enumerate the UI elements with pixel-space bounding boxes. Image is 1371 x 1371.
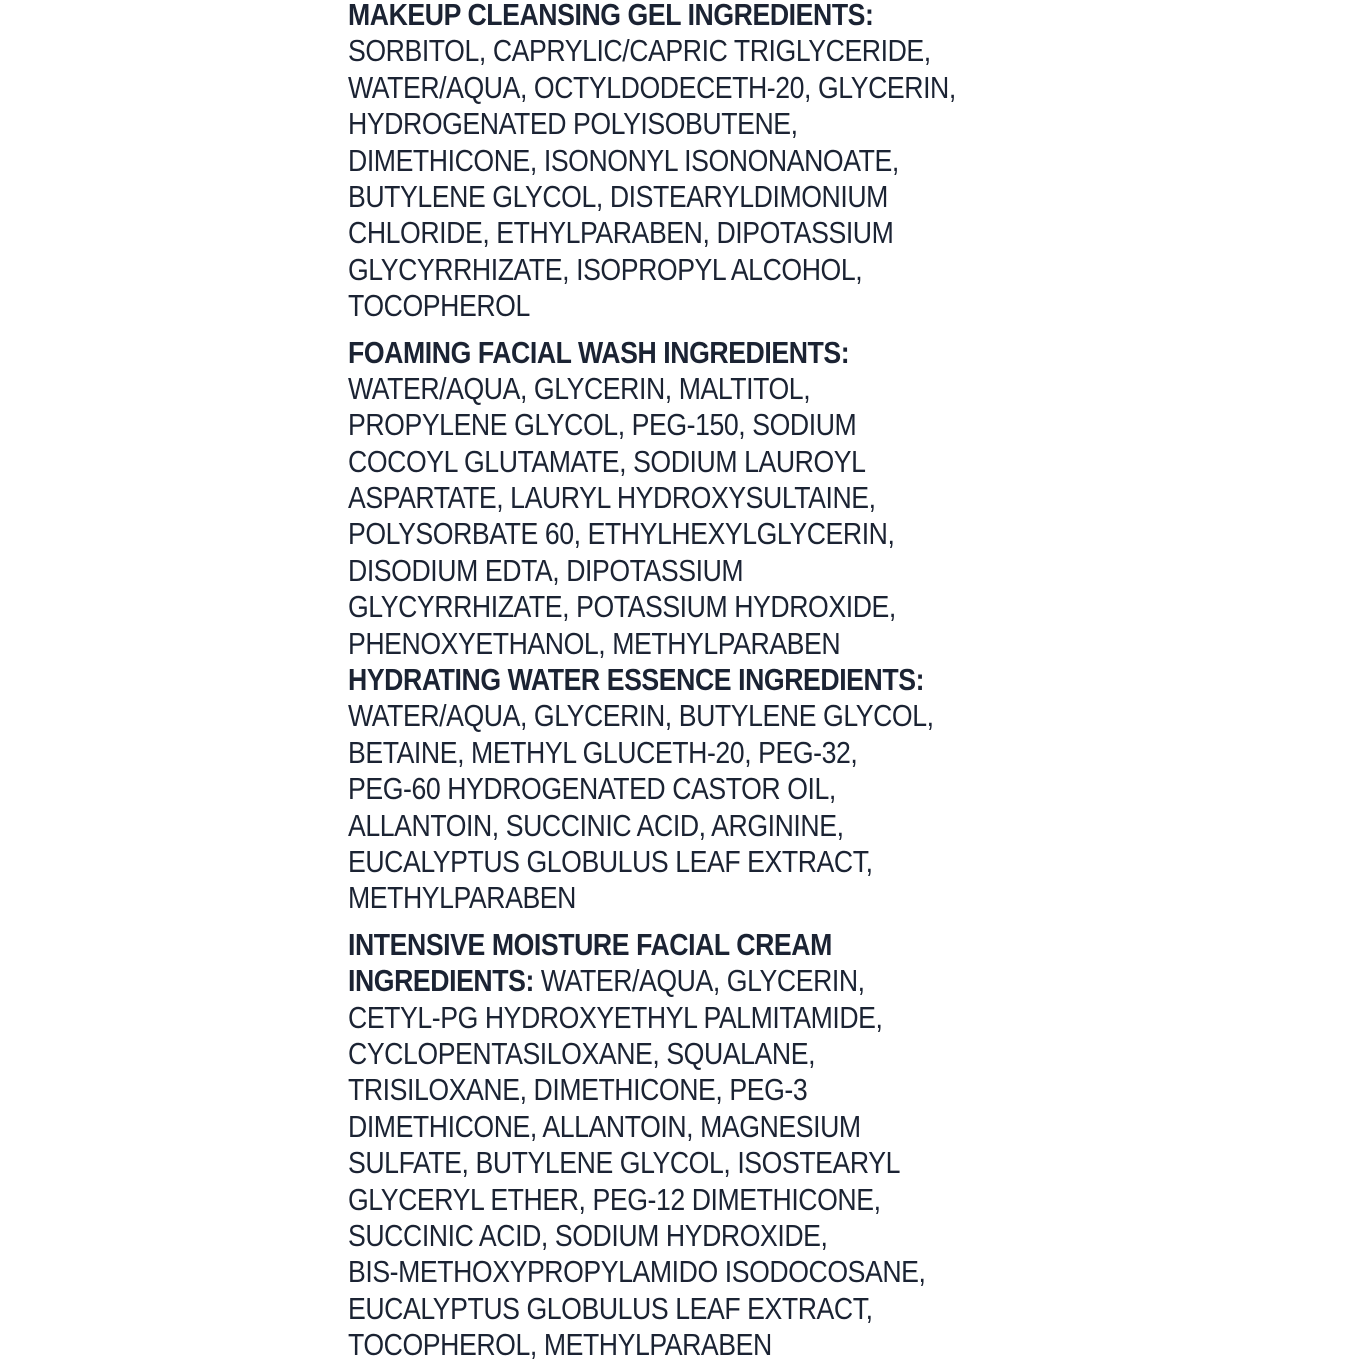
ingredient-line: CYCLOPENTASILOXANE, SQUALANE, xyxy=(348,1035,816,1071)
ingredient-line: GLYCERYL ETHER, PEG-12 DIMETHICONE, xyxy=(348,1181,881,1217)
ingredient-line: POLYSORBATE 60, ETHYLHEXYLGLYCERIN, xyxy=(348,516,895,552)
ingredient-line: BETAINE, METHYL GLUCETH-20, PEG-32, xyxy=(348,734,858,770)
ingredient-line: HYDROGENATED POLYISOBUTENE, xyxy=(348,106,798,142)
section-gap xyxy=(348,325,1048,335)
ingredient-line: METHYLPARABEN xyxy=(348,880,576,916)
ingredient-line: GLYCYRRHIZATE, POTASSIUM HYDROXIDE, xyxy=(348,589,896,625)
ingredient-line: TRISILOXANE, DIMETHICONE, PEG-3 xyxy=(348,1072,808,1108)
ingredient-line-with-heading xyxy=(348,963,950,999)
ingredient-line: DIMETHICONE, ALLANTOIN, MAGNESIUM xyxy=(348,1108,861,1144)
ingredient-line: EUCALYPTUS GLOBULUS LEAF EXTRACT, xyxy=(348,843,873,879)
ingredient-line: WATER/AQUA, GLYCERIN, BUTYLENE GLYCOL, xyxy=(348,698,934,734)
ingredient-line: TOCOPHEROL, METHYLPARABEN xyxy=(348,1327,772,1363)
ingredient-line: PEG-60 HYDROGENATED CASTOR OIL, xyxy=(348,771,836,807)
ingredient-text: WATER/AQUA, GLYCERIN, xyxy=(533,963,865,999)
section-heading: FOAMING FACIAL WASH INGREDIENTS: xyxy=(348,334,850,370)
section-heading: INTENSIVE MOISTURE FACIAL CREAM xyxy=(348,926,832,962)
ingredient-line: DISODIUM EDTA, DIPOTASSIUM xyxy=(348,552,744,588)
ingredient-line: EUCALYPTUS GLOBULUS LEAF EXTRACT, xyxy=(348,1290,873,1326)
ingredient-line: COCOYL GLUTAMATE, SODIUM LAUROYL xyxy=(348,443,866,479)
foaming-facial-wash-section xyxy=(348,335,1048,663)
ingredient-line: WATER/AQUA, OCTYLDODECETH-20, GLYCERIN, xyxy=(348,69,956,105)
ingredient-line: PROPYLENE GLYCOL, PEG-150, SODIUM xyxy=(348,407,857,443)
ingredient-line: SUCCINIC ACID, SODIUM HYDROXIDE, xyxy=(348,1217,828,1253)
ingredient-line: BIS-METHOXYPROPYLAMIDO ISODOCOSANE, xyxy=(348,1254,926,1290)
ingredient-line: SULFATE, BUTYLENE GLYCOL, ISOSTEARYL xyxy=(348,1145,900,1181)
intensive-moisture-facial-cream-section xyxy=(348,927,1048,1364)
makeup-cleansing-gel-section xyxy=(348,0,1048,325)
section-heading: HYDRATING WATER ESSENCE INGREDIENTS: xyxy=(348,662,925,698)
ingredient-line: ASPARTATE, LAURYL HYDROXYSULTAINE, xyxy=(348,480,876,516)
ingredient-line: GLYCYRRHIZATE, ISOPROPYL ALCOHOL, xyxy=(348,251,863,287)
section-heading: MAKEUP CLEANSING GEL INGREDIENTS: xyxy=(348,0,874,32)
ingredient-line: PHENOXYETHANOL, METHYLPARABEN xyxy=(348,625,841,661)
ingredient-line: SORBITOL, CAPRYLIC/CAPRIC TRIGLYCERIDE, xyxy=(348,33,931,69)
ingredient-line: CHLORIDE, ETHYLPARABEN, DIPOTASSIUM xyxy=(348,215,894,251)
ingredient-line: ALLANTOIN, SUCCINIC ACID, ARGININE, xyxy=(348,807,844,843)
ingredient-line: TOCOPHEROL xyxy=(348,288,530,324)
hydrating-water-essence-section xyxy=(348,662,1048,917)
ingredient-line: BUTYLENE GLYCOL, DISTEARYLDIMONIUM xyxy=(348,178,888,214)
ingredient-line: DIMETHICONE, ISONONYL ISONONANOATE, xyxy=(348,142,899,178)
section-heading-continued: INGREDIENTS: xyxy=(348,963,534,999)
section-gap xyxy=(348,917,1048,927)
ingredient-line: CETYL-PG HYDROXYETHYL PALMITAMIDE, xyxy=(348,999,883,1035)
ingredient-line: WATER/AQUA, GLYCERIN, MALTITOL, xyxy=(348,370,811,406)
ingredients-panel xyxy=(348,0,1048,1363)
